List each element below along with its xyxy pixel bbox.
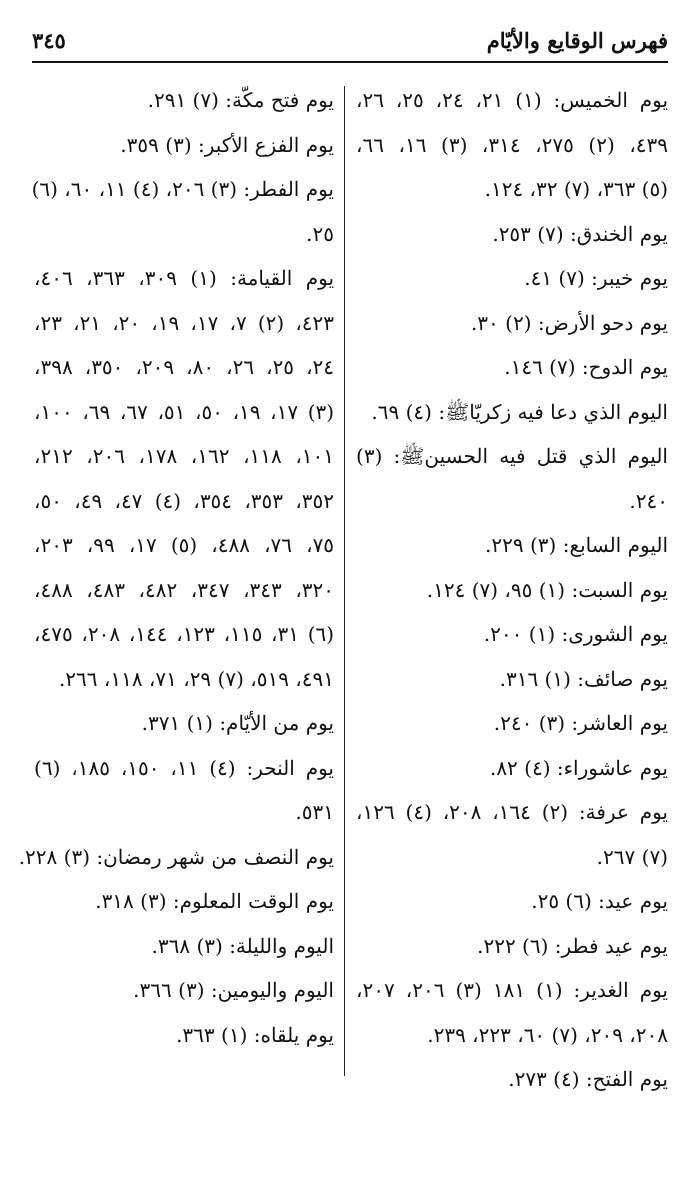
- index-entry-line: يوم الغدير: (١) ١٨١ (٣) ٢٠٦، ٢٠٧،: [356, 978, 668, 1002]
- index-entry-line: يوم عيد: (٦) ٢٥.: [531, 889, 668, 913]
- index-entry-line: ٢٤٠.: [629, 488, 668, 513]
- index-entry-line: اليوم واليومين: (٣) ٣٦٦.: [133, 978, 334, 1002]
- index-entry-line: يوم الفتح: (٤) ٢٧٣.: [508, 1067, 668, 1091]
- index-entry-line: يوم الفطر: (٣) ٢٠٦، (٤) ١١، ٦٠، (٦): [31, 177, 334, 201]
- index-entry-line: يوم الوقت المعلوم: (٣) ٣١٨.: [95, 889, 334, 913]
- index-entry-line: يوم الخندق: (٧) ٢٥٣.: [492, 221, 668, 246]
- index-entry-line: ٢٥.: [306, 221, 334, 246]
- index-entry-line: اليوم السابع: (٣) ٢٢٩.: [485, 533, 668, 557]
- index-entry-line: يوم صائف: (١) ٣١٦.: [499, 666, 668, 691]
- index-entry-line: يوم دحو الأرض: (٢) ٣٠.: [470, 310, 668, 335]
- index-entry-line: يوم القيامة: (١) ٣٠٩، ٣٦٣، ٤٠٦،: [34, 266, 335, 290]
- index-entry-line: ٣٢٠، ٣٤٣، ٣٤٧، ٤٨٢، ٤٨٣، ٤٨٨،: [34, 577, 335, 602]
- index-entry-line: ١٠١، ١١٨، ١٦٢، ١٧٨، ٢٠٦، ٢١٢،: [34, 444, 335, 468]
- index-entry-line: يوم السبت: (١) ٩٥، (٧) ١٢٤.: [426, 577, 668, 602]
- index-entry-line: يوم الخميس: (١) ٢١، ٢٤، ٢٥، ٢٦،: [356, 88, 669, 112]
- page-header: [32, 22, 668, 58]
- index-entry-line: يوم النصف من شهر رمضان: (٣) ٢٢٨.: [18, 844, 334, 869]
- index-entry-line: اليوم الذي دعا فيه زكريّاﷺ: (٤) ٦٩.: [371, 399, 668, 424]
- index-entry-line: (٥) ٣٦٣، (٧) ٣٢، ١٢٤.: [484, 177, 668, 201]
- index-entry-line: يوم من الأيّام: (١) ٣٧١.: [141, 711, 334, 735]
- index-entry-line: ٥٣١.: [295, 800, 334, 824]
- left-column: [18, 78, 335, 1057]
- index-entry-line: (٣) ١٧، ١٩، ٥٠، ٥١، ٦٧، ٦٩، ١٠٠،: [34, 399, 335, 424]
- index-entry-line: (٧) ٢٦٧.: [596, 844, 668, 869]
- page-title: فهرس الوقايع والأيّام: [486, 27, 668, 53]
- index-entry-line: يوم عيد فطر: (٦) ٢٢٢.: [477, 933, 668, 958]
- index-entry-line: يوم الفزع الأكبر: (٣) ٣٥٩.: [120, 132, 334, 157]
- index-entry-line: ٣٥٢، ٣٥٣، ٣٥٤، (٤) ٤٧، ٤٩، ٥٠،: [34, 488, 335, 513]
- right-column: [356, 78, 668, 1102]
- index-entry-line: يوم العاشر: (٣) ٢٤٠.: [493, 711, 668, 735]
- index-entry-line: ٤٩١، ٥١٩، (٧) ٢٩، ٧١، ١١٨، ٢٦٦.: [58, 666, 334, 691]
- column-divider: [344, 86, 345, 1076]
- index-entry-line: يوم يلقاه: (١) ٣٦٣.: [176, 1022, 334, 1047]
- header-rule: [32, 61, 668, 63]
- page-number: ٣٤٥: [32, 27, 66, 53]
- index-entry-line: يوم الشورى: (١) ٢٠٠.: [483, 622, 668, 646]
- index-entry-line: يوم فتح مكّة: (٧) ٢٩١.: [147, 88, 334, 112]
- index-entry-line: يوم الدوح: (٧) ١٤٦.: [504, 355, 668, 379]
- index-entry-line: يوم النحر: (٤) ١١، ١٥٠، ١٨٥، (٦): [34, 755, 334, 780]
- index-entry-line: يوم عاشوراء: (٤) ٨٢.: [489, 755, 668, 780]
- index-entry-line: ٢٤، ٢٥، ٢٦، ٨٠، ٢٠٩، ٣٥٠، ٣٩٨،: [34, 355, 335, 379]
- index-entry-line: اليوم الذي قتل فيه الحسينﷺ: (٣): [356, 444, 668, 468]
- index-entry-line: (٦) ٣١، ١١٥، ١٢٣، ١٤٤، ٢٠٨، ٤٧٥،: [34, 622, 335, 646]
- index-entry-line: ٤٢٣، (٢) ٧، ١٧، ١٩، ٢٠، ٢١، ٢٣،: [34, 310, 335, 335]
- index-entry-line: ٤٣٩، (٢) ٢٧٥، ٣١٤، (٣) ١٦، ٦٦،: [356, 132, 669, 157]
- index-entry-line: اليوم والليلة: (٣) ٣٦٨.: [151, 933, 334, 958]
- index-entry-line: يوم خيبر: (٧) ٤١.: [524, 266, 668, 290]
- index-entry-line: ٢٠٨، ٢٠٩، (٧) ٦٠، ٢٢٣، ٢٣٩.: [427, 1022, 668, 1047]
- index-entry-line: يوم عرفة: (٢) ١٦٤، ٢٠٨، (٤) ١٢٦،: [356, 800, 668, 824]
- index-entry-line: ٧٥، ٧٦، ٤٨٨، (٥) ١٧، ٩٩، ٢٠٣،: [34, 533, 335, 557]
